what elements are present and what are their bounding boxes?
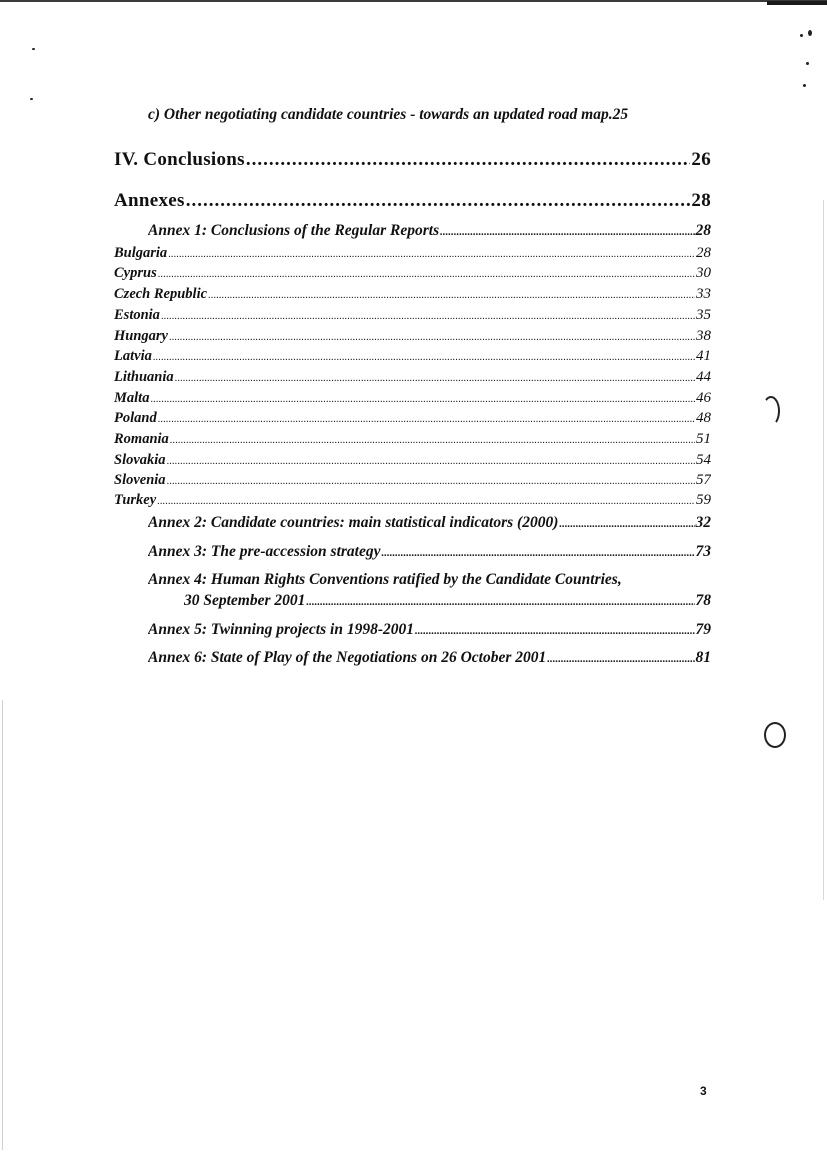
toc-entry-page: 30 xyxy=(696,265,711,281)
toc-entry-page: 28 xyxy=(695,222,711,239)
dot-leader xyxy=(167,476,695,487)
toc-entry-page: 57 xyxy=(696,472,711,488)
toc-entry-country[interactable] xyxy=(114,410,711,427)
toc-entry-page: 38 xyxy=(696,328,711,344)
punch-hole-mark xyxy=(764,722,786,748)
scan-speck xyxy=(800,34,803,37)
toc-entry-country[interactable] xyxy=(114,452,711,469)
scan-speck xyxy=(30,98,33,100)
dot-leader xyxy=(559,518,694,530)
toc-entry-country[interactable] xyxy=(114,348,711,365)
dot-leader xyxy=(158,269,695,280)
toc-entry-page: 54 xyxy=(696,452,711,468)
punch-hole-mark xyxy=(762,396,780,426)
toc-entry-subsection[interactable] xyxy=(148,106,711,124)
toc-entry-label: Hungary xyxy=(114,328,168,344)
toc-entry-page: 44 xyxy=(696,369,711,385)
toc-entry-label: Annex 5: Twinning projects in 1998-2001 xyxy=(148,621,414,638)
toc-entry-country[interactable] xyxy=(114,492,711,509)
toc-entry-label: IV. Conclusions xyxy=(114,149,245,170)
toc-entry-page: 78 xyxy=(695,592,711,609)
toc-entry-annex-1[interactable] xyxy=(148,222,711,240)
dot-leader xyxy=(186,190,691,212)
page-number: 3 xyxy=(700,1084,707,1098)
toc-entry-country[interactable] xyxy=(114,431,711,448)
dot-leader xyxy=(440,226,694,238)
toc-entry-label: Annex 2: Candidate countries: main statistical indicators (2000) xyxy=(148,514,559,531)
dot-leader xyxy=(306,596,694,608)
toc-entry-annex-6[interactable] xyxy=(148,649,711,667)
toc-entry-annex-4-line1[interactable] xyxy=(148,571,711,589)
toc-entry-page: 51 xyxy=(696,431,711,447)
toc-entry-page: .25 xyxy=(608,106,629,123)
scan-right-edge xyxy=(823,200,824,900)
toc-entry-page: 35 xyxy=(696,307,711,323)
toc-entry-annex-4-line2[interactable] xyxy=(184,592,711,610)
toc-entry-page: 48 xyxy=(696,410,711,426)
toc-entry-page: 28 xyxy=(691,190,711,211)
dot-leader xyxy=(246,149,691,171)
dot-leader xyxy=(161,311,695,322)
scan-speck xyxy=(803,84,806,87)
toc-entry-label: Lithuania xyxy=(114,369,174,385)
toc-entry-label: Cyprus xyxy=(114,265,157,281)
toc-entry-annex-2[interactable] xyxy=(148,514,711,532)
toc-entry-label: Latvia xyxy=(114,348,152,364)
dot-leader xyxy=(158,414,695,425)
dot-leader xyxy=(208,290,695,301)
toc-entry-label: 30 September 2001 xyxy=(184,592,306,609)
scan-speck xyxy=(808,30,812,36)
scan-top-edge-mark xyxy=(767,1,827,5)
toc-entry-page: 33 xyxy=(696,286,711,302)
toc-entry-label: Annex 4: Human Rights Conventions ratified by the Candidate Countries, xyxy=(148,571,622,588)
toc-entry-page: 32 xyxy=(695,514,711,531)
toc-entry-label: Annex 1: Conclusions of the Regular Reports xyxy=(148,222,440,239)
dot-leader xyxy=(167,456,695,467)
toc-entry-label: Slovenia xyxy=(114,472,166,488)
toc-entry-country[interactable] xyxy=(114,265,711,282)
dot-leader xyxy=(157,496,695,507)
toc-entry-label: Annex 3: The pre-accession strategy xyxy=(148,543,381,560)
toc-entry-annexes[interactable] xyxy=(114,190,711,212)
scan-left-edge xyxy=(2,700,3,1150)
toc-entry-country[interactable] xyxy=(114,369,711,386)
toc-entry-page: 28 xyxy=(696,245,711,261)
dot-leader xyxy=(415,625,695,637)
toc-entry-label: Annex 6: State of Play of the Negotiations on 26 October 2001 xyxy=(148,649,547,666)
toc-entry-label: Poland xyxy=(114,410,157,426)
toc-entry-page: 46 xyxy=(696,390,711,406)
dot-leader xyxy=(170,435,695,446)
toc-entry-country[interactable] xyxy=(114,245,711,262)
scan-top-edge xyxy=(0,0,827,2)
scan-speck xyxy=(32,48,35,50)
toc-entry-label: Bulgaria xyxy=(114,245,168,261)
toc-entry-country[interactable] xyxy=(114,307,711,324)
toc-entry-label: Estonia xyxy=(114,307,160,323)
toc-entry-page: 79 xyxy=(695,621,711,638)
toc-entry-conclusions[interactable] xyxy=(114,149,711,171)
toc-entry-page: 41 xyxy=(696,348,711,364)
toc-entry-label: Turkey xyxy=(114,492,157,508)
dot-leader xyxy=(381,547,694,559)
dot-leader xyxy=(150,394,695,405)
toc-entry-annex-5[interactable] xyxy=(148,621,711,639)
dot-leader xyxy=(547,653,694,665)
dot-leader xyxy=(153,352,695,363)
toc-entry-page: 59 xyxy=(696,492,711,508)
toc-entry-label: Malta xyxy=(114,390,150,406)
toc-entry-page: 26 xyxy=(691,149,711,170)
toc-entry-page: 81 xyxy=(695,649,711,666)
toc-entry-label: Slovakia xyxy=(114,452,166,468)
toc-entry-label: Czech Republic xyxy=(114,286,208,302)
toc-entry-country[interactable] xyxy=(114,472,711,489)
toc-entry-country[interactable] xyxy=(114,390,711,407)
toc-entry-annex-3[interactable] xyxy=(148,543,711,561)
dot-leader xyxy=(168,249,695,260)
toc-entry-country[interactable] xyxy=(114,328,711,345)
scan-speck xyxy=(806,62,809,65)
dot-leader xyxy=(175,373,695,384)
toc-entry-label: c) Other negotiating candidate countries - towards an updated road map xyxy=(148,106,609,123)
toc-entry-country[interactable] xyxy=(114,286,711,303)
toc-entry-label: Annexes xyxy=(114,190,185,211)
dot-leader xyxy=(169,332,695,343)
toc-entry-label: Romania xyxy=(114,431,169,447)
toc-entry-page: 73 xyxy=(695,543,711,560)
